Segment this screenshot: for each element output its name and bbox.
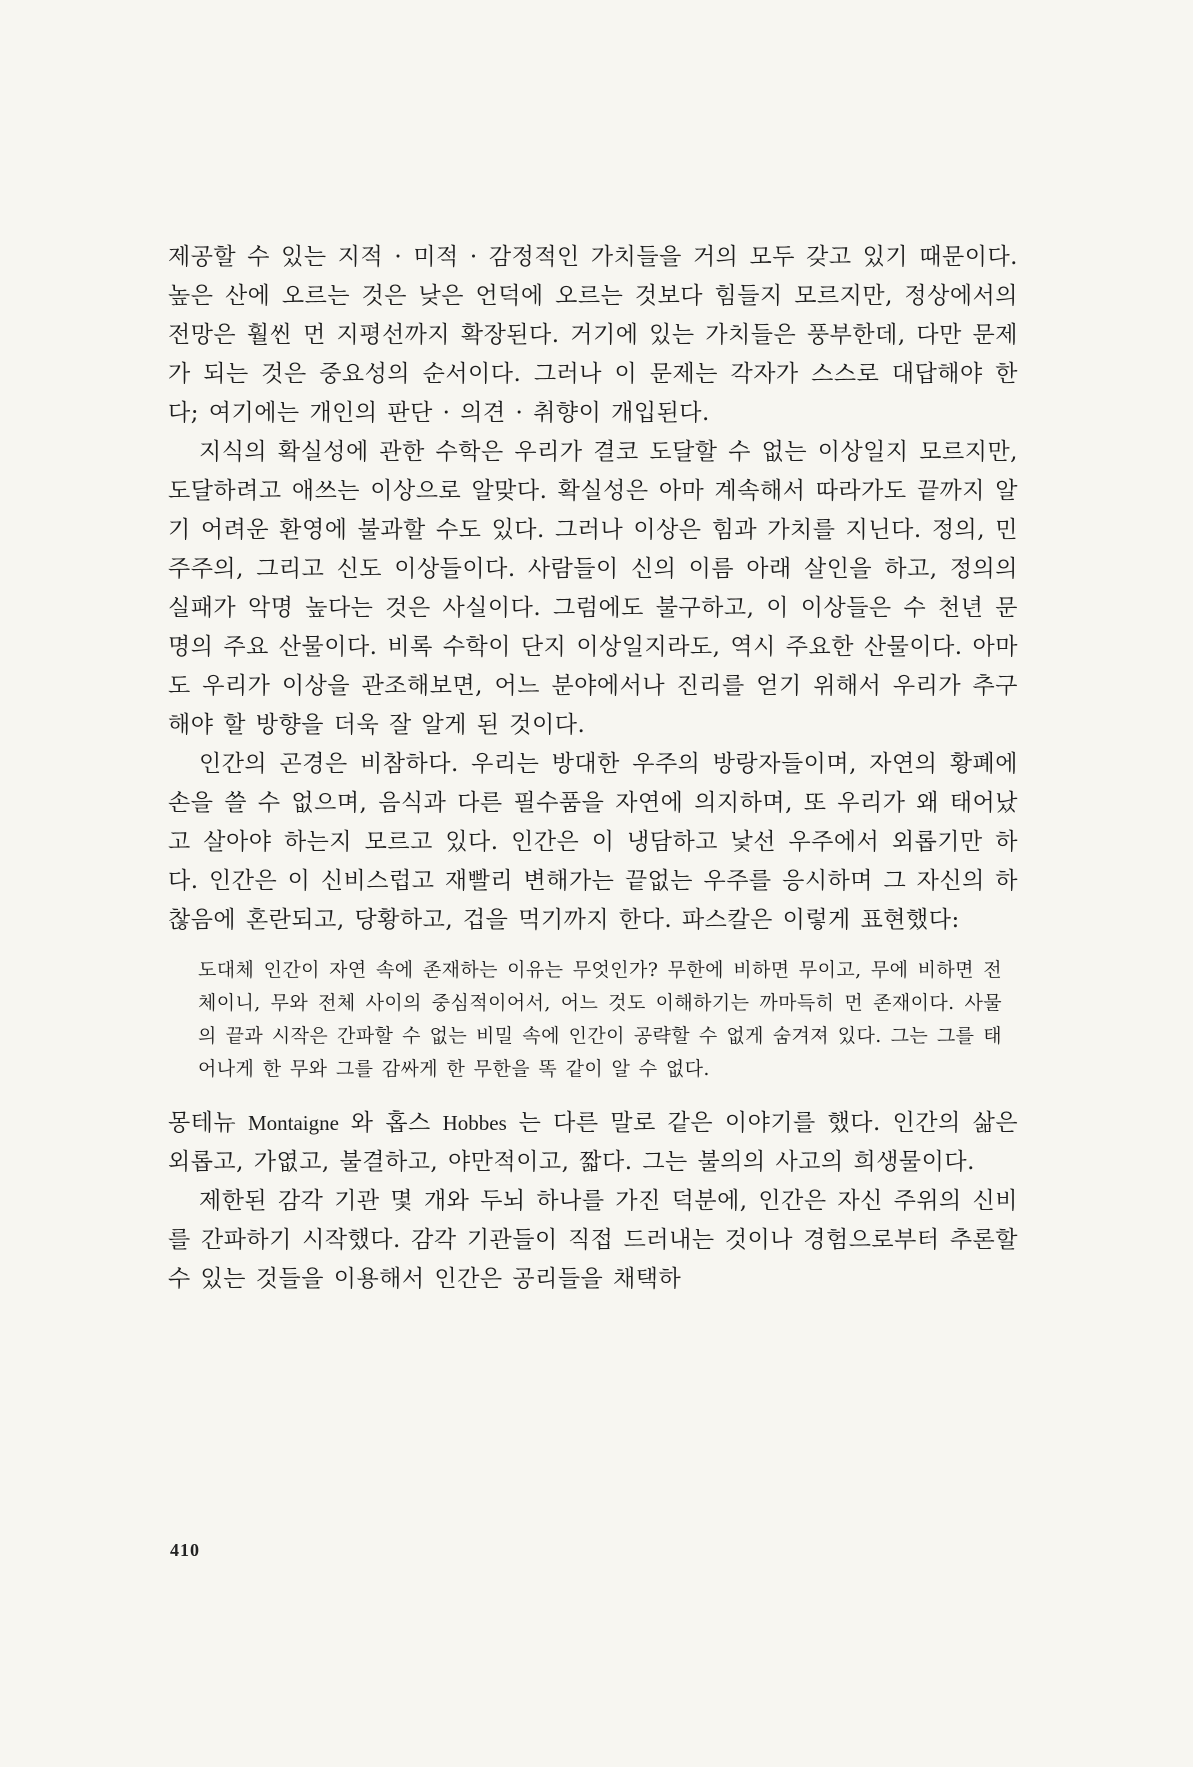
paragraph-3: 인간의 곤경은 비참하다. 우리는 방대한 우주의 방랑자들이며, 자연의 황폐에 손을 쓸 수 없으며, 음식과 다른 필수품을 자연에 의지하며, 또 우리가 왜 태어났고 살아야 하는지 모르고 있다. 인간은 이 냉담하고 낯선 우주에서 외롭기만 하다. 인간은 이 신비스럽고 재빨리 변해가는 끝없는 우주를 응시하며 그 자신의 하찮음에 혼란되고, 당황하고, 겁을 먹기까지 한다. 파스칼은 이렇게 표현했다: bbox=[168, 751, 1018, 933]
montaigne-korean: 몽테뉴 bbox=[168, 1110, 237, 1136]
paragraph-4-rest: 는 다른 말로 같은 이야기를 했다. 인간의 삶은 외롭고, 가엾고, 불결하고, 야만적이고, 짧다. 그는 불의의 사고의 희생물이다. bbox=[168, 1110, 1019, 1175]
montaigne-latin: Montaigne bbox=[247, 1111, 339, 1135]
body-text bbox=[168, 238, 1018, 1299]
paragraph-4 bbox=[168, 1104, 1018, 1182]
paragraph-2: 지식의 확실성에 관한 수학은 우리가 결코 도달할 수 없는 이상일지 모르지만, 도달하려고 애쓰는 이상으로 알맞다. 확실성은 아마 계속해서 따라가도 끝까지 알기 어려운 환영에 불과할 수도 있다. 그러나 이상은 힘과 가치를 지닌다. 정의, 민주주의, 그리고 신도 이상들이다. 사람들이 신의 이름 아래 살인을 하고, 정의의 실패가 악명 높다는 것은 사실이다. 그럼에도 불구하고, 이 이상들은 수 천년 문명의 주요 산물이다. 비록 수학이 단지 이상일지라도, 역시 주요한 산물이다. 아마도 우리가 이상을 관조해보면, 어느 분야에서나 진리를 얻기 위해서 우리가 추구해야 할 방향을 더욱 잘 알게 된 것이다. bbox=[168, 439, 1018, 738]
hobbes-korean: 와 홉스 bbox=[350, 1110, 431, 1136]
paragraph-1: 제공할 수 있는 지적 · 미적 · 감정적인 가치들을 거의 모두 갖고 있기 때문이다. 높은 산에 오르는 것은 낮은 언덕에 오르는 것보다 힘들지 모르지만, 정상에서의 전망은 훨씬 먼 지평선까지 확장된다. 거기에 있는 가치들은 풍부한데, 다만 문제가 되는 것은 중요성의 순서이다. 그러나 이 문제는 각자가 스스로 대답해야 한다; 여기에는 개인의 판단 · 의견 · 취향이 개입된다. bbox=[168, 244, 1018, 426]
hobbes-latin: Hobbes bbox=[442, 1111, 507, 1135]
pascal-quote: 도대체 인간이 자연 속에 존재하는 이유는 무엇인가? 무한에 비하면 무이고, 무에 비하면 전체이니, 무와 전체 사이의 중심적이어서, 어느 것도 이해하기는 까마득히 먼 존재이다. 사물의 끝과 시작은 간파할 수 없는 비밀 속에 인간이 공략할 수 없게 숨겨져 있다. 그는 그를 태어나게 한 무와 그를 감싸게 한 무한을 똑 같이 알 수 없다. bbox=[198, 959, 1002, 1080]
paragraph-5: 제한된 감각 기관 몇 개와 두뇌 하나를 가진 덕분에, 인간은 자신 주위의 신비를 간파하기 시작했다. 감각 기관들이 직접 드러내는 것이나 경험으로부터 추론할 수 있는 것들을 이용해서 인간은 공리들을 채택하 bbox=[168, 1188, 1018, 1292]
page-number: 410 bbox=[170, 1540, 200, 1560]
